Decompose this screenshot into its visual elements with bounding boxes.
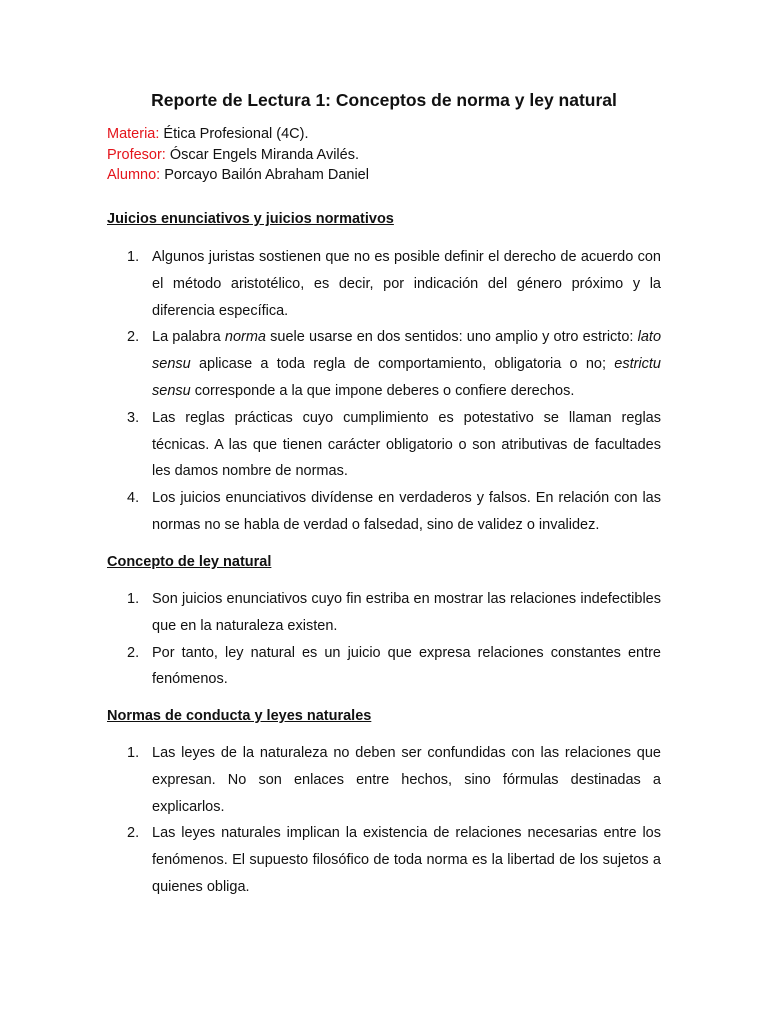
profesor-label: Profesor: (107, 146, 166, 163)
alumno-value: Porcayo Bailón Abraham Daniel (160, 167, 369, 183)
list-item (127, 405, 661, 485)
item-number: 1. (127, 745, 140, 761)
item-text: Por tanto, ley natural es un juicio que expresa relaciones constantes entre fenómenos. (152, 644, 661, 688)
item-emphasis: lato sensu (152, 329, 662, 373)
list-item (127, 586, 661, 640)
item-text: Son juicios enunciativos cuyo fin estriba en mostrar las relaciones indefectibles que en la naturaleza existen. (152, 591, 661, 634)
document-title: Reporte de Lectura 1: Conceptos de norma y ley natural (151, 90, 617, 110)
section-title-normas-conducta: Normas de conducta y leyes naturales (107, 708, 372, 724)
item-number: 2. (127, 825, 140, 842)
list-item (127, 244, 661, 324)
section-list-normas-conducta (127, 740, 661, 901)
section-list-ley-natural (127, 586, 661, 693)
section-title-juicios: Juicios enunciativos y juicios normativos (107, 211, 394, 227)
section-title-ley-natural: Concepto de ley natural (107, 554, 272, 570)
materia-line (107, 124, 369, 145)
item-number: 2. (127, 329, 140, 346)
item-number: 3. (127, 409, 140, 426)
materia-label: Materia: (107, 126, 160, 142)
profesor-line (107, 145, 369, 166)
item-text: aplicase a toda regla de comportamiento, obligatoria o no; (190, 356, 615, 373)
list-item (127, 820, 661, 900)
item-number: 2. (127, 644, 140, 661)
item-text: Algunos juristas sostienen que no es posible definir el derecho de acuerdo con el método aristotélico, es decir, por indicación del género próximo y la diferencia específica. (152, 249, 661, 319)
item-text: Las leyes naturales implican la existencia de relaciones necesarias entre los fenómenos. El supuesto filosófico de toda norma es la libertad de los sujetos a quienes obliga. (152, 825, 661, 895)
alumno-line (107, 165, 369, 186)
item-number: 4. (127, 490, 140, 507)
list-item (127, 324, 662, 404)
item-number: 1. (127, 591, 140, 607)
item-emphasis: norma (224, 329, 266, 346)
item-text: Los juicios enunciativos divídense en verdaderos y falsos. En relación con las normas no se habla de verdad o falsedad, sino de validez o invalidez. (152, 490, 661, 533)
item-emphasis: estrictu sensu (152, 356, 661, 399)
materia-value: Ética Profesional (4C). (159, 126, 309, 142)
alumno-label: Alumno: (107, 167, 161, 183)
item-text: Las leyes de la naturaleza no deben ser confundidas con las relaciones que expresan. No son enlaces entre hechos, sino fórmulas destinadas a explicarlos. (152, 745, 661, 815)
item-text: Las reglas prácticas cuyo cumplimiento es potestativo se llaman reglas técnicas. A las que tienen carácter obligatorio o son atributivas de facultades les damos nombre de normas. (152, 409, 661, 480)
section-list-juicios (127, 244, 662, 539)
list-item (127, 740, 661, 820)
document-metadata (107, 124, 369, 186)
list-item (127, 640, 661, 694)
item-number: 1. (127, 249, 140, 265)
list-item (127, 485, 661, 539)
profesor-value: Óscar Engels Miranda Avilés. (165, 146, 359, 163)
item-text: suele usarse en dos sentidos: uno amplio y otro estricto: (265, 329, 638, 346)
item-text: corresponde a la que impone deberes o confiere derechos. (190, 382, 575, 399)
item-text: La palabra (152, 329, 225, 346)
